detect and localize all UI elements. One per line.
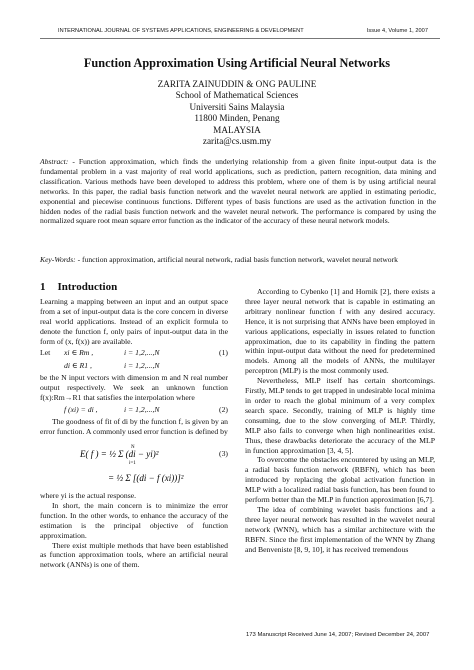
paper-title: Function Approximation Using Artificial Neural Networks	[83, 56, 391, 70]
intro-paragraph-5: In short, the main concern is to minimize the error function. In the other words, to enhance the accuracy of the estimation is the principal objective of function approximation.	[40, 500, 228, 540]
author-country: MALAYSIA	[213, 124, 261, 135]
intro-paragraph-6: There exist multiple methods that have been established as function approximation tools, where an artificial neural network (ANNs) is one of them.	[40, 540, 228, 570]
journal-name: INTERNATIONAL JOURNAL OF SYSTEMS APPLICATIONS, ENGINEERING & DEVELOPMENT	[58, 28, 304, 34]
right-paragraph-1: According to Cybenko [1] and Hornik [2], there exists a three layer neural network that is capable in estimating an arbitrary nonlinear function f with any desired accuracy. Hence, it is not surprising that ANNs have been employed in various applications, especially in issues related to function approximation, due to its capability in finding the pattern within input-output data without the need for predetermined models. Among all the models of ANNs, the multilayer perceptron (MLP) is the most commonly used.	[245, 287, 435, 376]
equation-1a-range: i = 1,2,...,N	[124, 348, 160, 358]
equation-2-number: (2)	[219, 405, 228, 415]
equation-3-graphic	[40, 439, 228, 489]
author-block	[0, 79, 474, 147]
equation-2-range: i = 1,2,...,N	[124, 405, 160, 415]
keywords-label: Key-Words:	[40, 255, 76, 264]
equation-3-line-2: = ½ Σ [(di − f (xi))]²	[108, 472, 184, 483]
section-title: Introduction	[57, 281, 118, 293]
author-names: ZARITA ZAINUDDIN & ONG PAULINE	[157, 79, 317, 89]
keywords	[40, 255, 436, 265]
section-heading	[40, 283, 228, 293]
intro-paragraph-2: be the N input vectors with dimension m and N real number output respectively. We seek an unknown function f(x):Rm→R1 that satisfies the interpolation where	[40, 373, 228, 403]
journal-header	[58, 28, 428, 34]
equation-1b-lhs: di ∈ R1 ,	[64, 361, 92, 371]
abstract	[40, 157, 436, 226]
right-paragraph-2: Nevertheless, MLP itself has certain shortcomings. Firstly, MLP tends to get trapped in undesirable local minima in order to reach the global minimum of a very complex search space. Secondly, training of MLP is highly time consuming, due to the slow converging of MLP. Thirdly, MLP also fails to converge when high nonlinearities exist. Thus, these drawbacks deteriorate the accuracy of the MLP in function approximation [3, 4, 5].	[245, 376, 435, 455]
equation-3-sum-top: N	[131, 444, 135, 450]
equation-2	[40, 404, 228, 416]
intro-paragraph-3: The goodness of fit of di by the function f, is given by an error function. A commonly used error function is defined by	[40, 417, 228, 437]
header-rule	[40, 38, 440, 39]
equation-3-sum-bottom: i=1	[129, 460, 136, 466]
author-university: Universiti Sains Malaysia	[189, 101, 285, 112]
right-column	[245, 287, 435, 554]
intro-paragraph-1: Learning a mapping between an input and an output space from a set of input-output data is the core concern in diverse real world applications. Instead of an explicit formula to denote the function f, only pairs of input-output data in the form of (x, f(x)) are available.	[40, 296, 228, 346]
page-footer: 173 Manuscript Received June 14, 2007; Revised December 24, 2007	[246, 632, 430, 638]
journal-issue: Issue 4, Volume 1, 2007	[366, 28, 428, 34]
right-paragraph-3: To overcome the obstacles encountered by using an MLP, a radial basis function network (RBFN), which has been introduced by replacing the global activation function in MLP with a localized radial basis function, has been found to perform better than the MLP in function approximation [6,7].	[245, 455, 435, 505]
intro-paragraph-4: where yi is the actual response.	[40, 490, 137, 500]
equation-1b	[40, 360, 228, 372]
author-email: zarita@cs.usm.my	[202, 136, 272, 147]
author-city: 11800 Minden, Penang	[194, 113, 280, 124]
author-school: School of Mathematical Sciences	[175, 90, 299, 101]
equation-1-number: (1)	[219, 348, 228, 358]
abstract-text: - Function approximation, which finds the underlying relationship from a given finite input-output data is the fundamental problem in a vast majority of real world applications, such as prediction, pattern recognition, data mining and classification. Various methods have been developed to address this problem, where one of them is by using artificial neural networks. In this paper, the radial basis function network and the wavelet neural network are applied in estimating periodic, exponential and piecewise continuous functions. Different types of basis functions are used as the activation function in the hidden nodes of the radial basis function network and the wavelet neural network. The performance is compared by using the normalized square root mean square error function as the indicator of the accuracy of these neural network models.	[40, 157, 436, 226]
equation-let: Let	[40, 348, 51, 358]
equation-3-number: (3)	[219, 448, 228, 458]
equation-2-lhs: f (xi) = di ,	[64, 405, 98, 415]
equation-1a	[40, 347, 228, 359]
equation-1a-lhs: xi ∈ Rm ,	[64, 348, 94, 358]
section-number: 1	[40, 281, 46, 293]
abstract-label: Abstract:	[40, 157, 69, 166]
equation-3	[40, 439, 228, 489]
keywords-text: - function approximation, artificial neural network, radial basis function network, wavelet neural network	[77, 255, 398, 264]
equation-3-line-1: E( f ) = ½ Σ (di − yi)²	[80, 448, 159, 459]
left-column	[40, 283, 228, 570]
right-paragraph-4: The idea of combining wavelet basis functions and a three layer neural network has resulted in the wavelet neural network (WNN), which has a similar architecture with the RBFN. Since the first implementation of the WNN by Zhang and Benveniste [8, 9, 10], it has received tremendous	[245, 504, 435, 554]
equation-1b-range: i = 1,2,...,N	[124, 361, 160, 371]
